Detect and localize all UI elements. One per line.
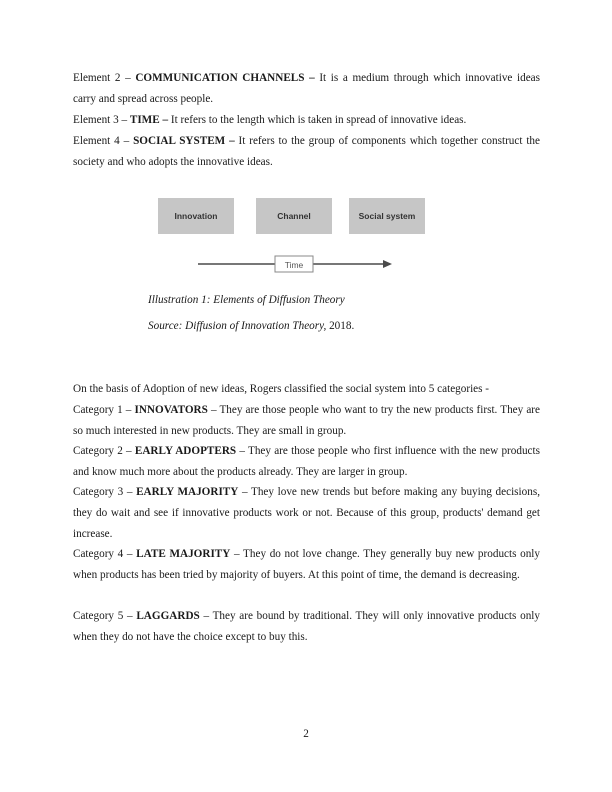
- element-3-text: It refers to the length which is taken in spread of innovative ideas.: [168, 114, 467, 126]
- time-label: Time: [284, 260, 304, 270]
- diffusion-diagram: [150, 192, 430, 284]
- category-1-prefix: Category 1 –: [73, 404, 135, 416]
- category-4-term: LATE MAJORITY: [136, 548, 231, 560]
- time-arrow: [150, 192, 430, 284]
- category-2-term: EARLY ADOPTERS: [134, 445, 237, 457]
- category-5-prefix: Category 5 –: [73, 610, 137, 622]
- intro-paragraph: On the basis of Adoption of new ideas, Rogers classified the social system into 5 categories -: [73, 383, 490, 395]
- element-2-term: COMMUNICATION CHANNELS –: [135, 72, 315, 84]
- element-3-term: TIME –: [129, 114, 169, 126]
- category-3-text: – They love new trends but before making any buying decisions, they do wait and see if innovative products work or not. Because of this group, products' demand get increase.: [73, 486, 540, 540]
- element-4-term: SOCIAL SYSTEM –: [133, 135, 235, 147]
- element-2-paragraph: [73, 68, 540, 110]
- category-1-text: – They are those people who want to try the new products first. They are so much interested in new products. They are small in group.: [73, 404, 540, 437]
- illustration-caption: [148, 292, 345, 308]
- caption-title: Illustration 1: Elements of Diffusion Theory: [148, 294, 345, 306]
- category-4-text: – They do not love change. They generally buy new products only when products has been tried by majority of buyers. At this point of time, the demand is decreasing.: [73, 548, 541, 581]
- category-5-term: LAGGARDS: [136, 610, 200, 622]
- category-5-text: – They are bound by traditional. They will only innovative products only when they do not have the choice except to buy this.: [73, 610, 540, 643]
- element-3-paragraph: [73, 110, 540, 131]
- category-4-prefix: Category 4 –: [73, 548, 137, 560]
- element-4-prefix: Element 4 –: [73, 135, 134, 147]
- element-2-prefix: Element 2 –: [73, 72, 136, 84]
- category-1-term: INNOVATORS: [134, 404, 208, 416]
- category-3-term: EARLY MAJORITY: [136, 486, 239, 498]
- category-4-paragraph: [73, 544, 540, 586]
- caption-source-year: 2018.: [326, 320, 355, 332]
- category-2-prefix: Category 2 –: [73, 445, 135, 457]
- category-1-paragraph: [73, 400, 540, 442]
- page-number: 2: [303, 728, 309, 740]
- caption-source: Source: Diffusion of Innovation Theory,: [148, 320, 327, 332]
- element-2-text: It is a medium through which innovative ideas carry and spread across people.: [73, 72, 540, 105]
- diagram-box-social-system: Social system: [349, 198, 425, 234]
- category-2-paragraph: [73, 441, 540, 483]
- diagram-box-innovation: Innovation: [158, 198, 234, 234]
- element-4-paragraph: [73, 131, 540, 173]
- category-3-prefix: Category 3 –: [73, 486, 137, 498]
- element-3-prefix: Element 3 –: [73, 114, 130, 126]
- illustration-source: [148, 318, 354, 334]
- diagram-box-channel: Channel: [256, 198, 332, 234]
- category-3-paragraph: [73, 482, 540, 544]
- element-4-text: It refers to the group of components which together construct the society and who adopts the innovative ideas.: [73, 135, 540, 168]
- time-arrow-head: [383, 260, 392, 268]
- category-5-paragraph: [73, 606, 540, 648]
- category-2-text: – They are those people who first influence with the new products and know much more about the products already. They are larger in group.: [73, 445, 540, 478]
